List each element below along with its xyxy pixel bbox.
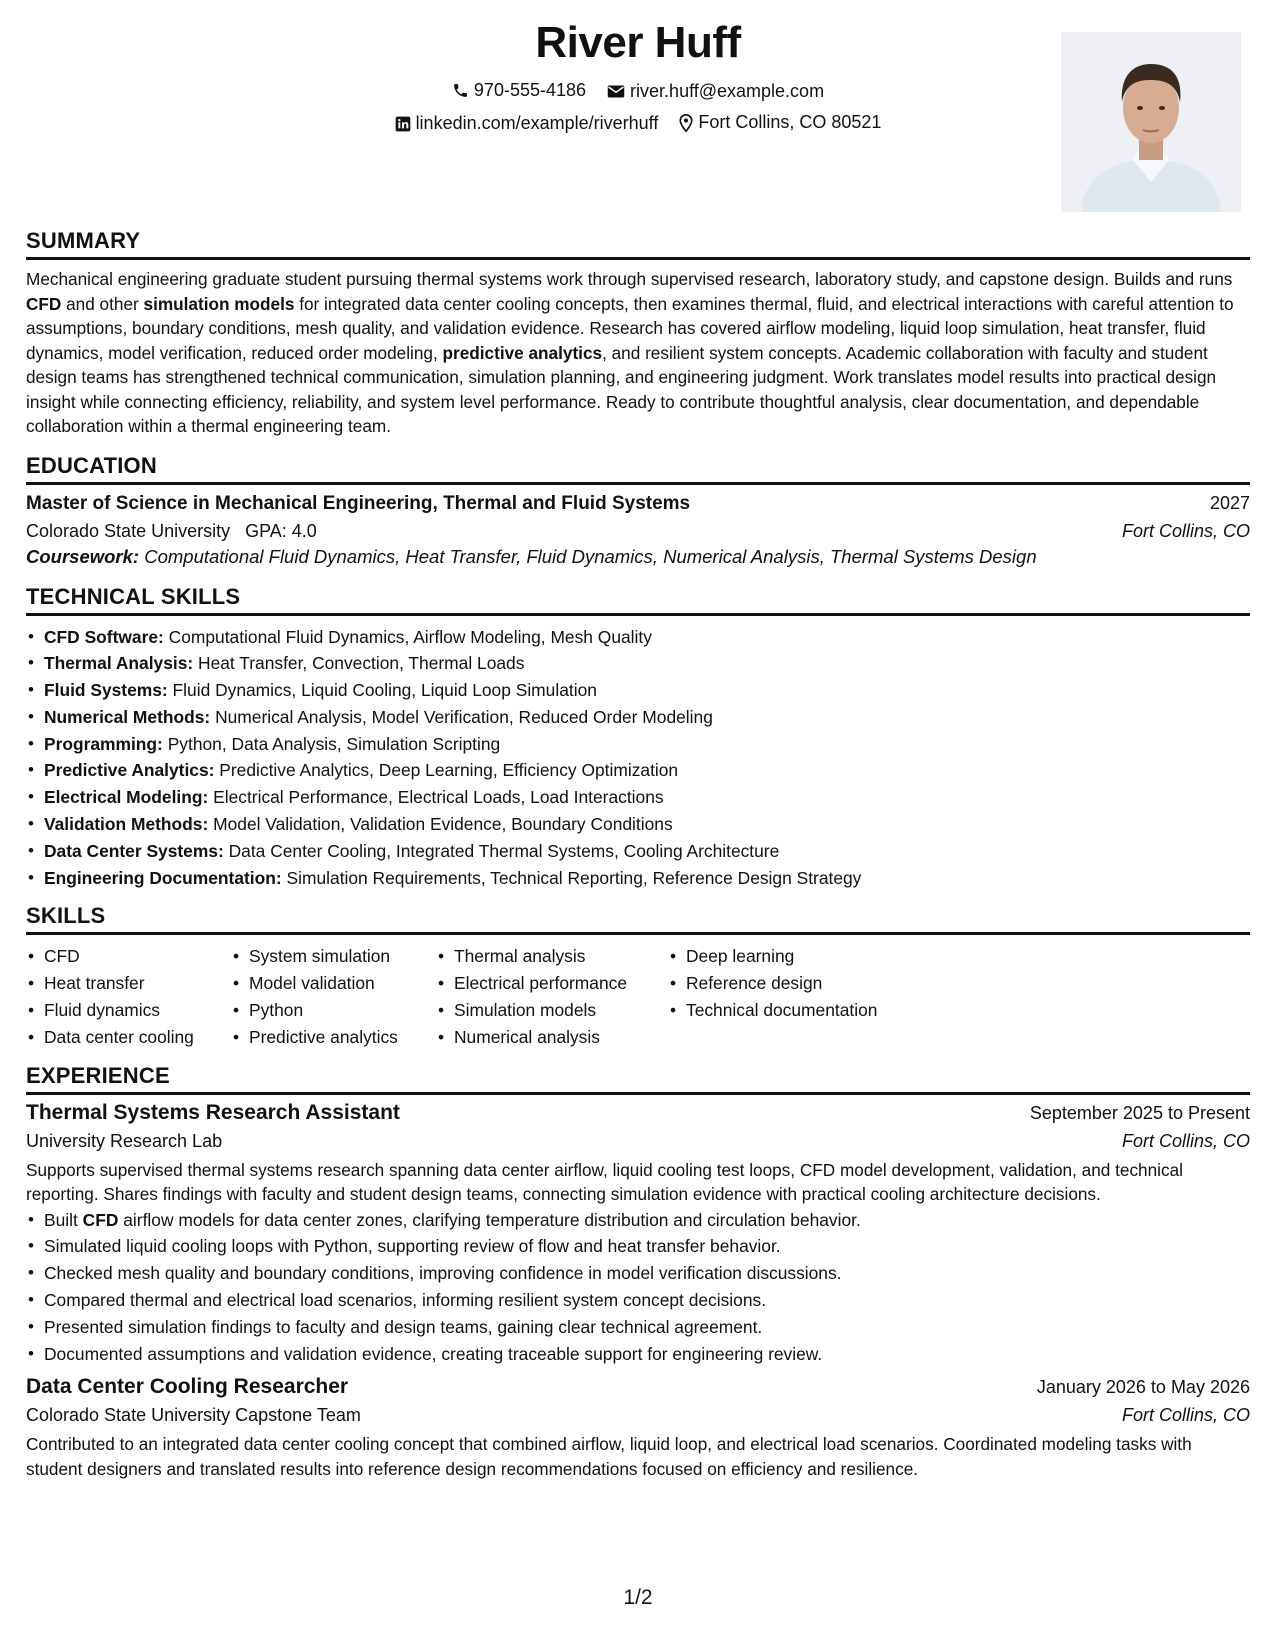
job-description: Contributed to an integrated data center cooling concept that combined airflow, liquid loop, and electrical load scenarios. Coordinated modeling tasks with student designers and translated results into reference design recommendations focused on efficiency and resilience. [26, 1434, 1192, 1479]
list-item: • Deep learning [668, 943, 928, 970]
education-school-row [26, 521, 1250, 542]
skills-grid [26, 943, 1250, 1050]
resume-header [26, 0, 1250, 218]
experience-heading: EXPERIENCE [26, 1063, 1250, 1095]
candidate-name: River Huff [535, 18, 741, 67]
phone-icon [452, 82, 469, 99]
list-item: • Reference design [668, 970, 928, 997]
resume-page [26, 0, 1250, 1650]
phone-number: 970-555-4186 [473, 80, 587, 100]
graduation-year: 2027 [1209, 492, 1250, 513]
list-item: • Presented simulation findings to faculty and design teams, gaining clear technical agreement. [26, 1314, 1250, 1341]
location-contact [679, 112, 881, 133]
education-heading: EDUCATION [26, 453, 1250, 485]
job-location: Fort Collins, CO [1121, 1405, 1250, 1426]
job-dates: January 2026 to May 2026 [1036, 1377, 1250, 1398]
email-address: river.huff@example.com [630, 81, 825, 101]
list-item: • Numerical Methods: Numerical Analysis, Model Verification, Reduced Order Modeling [26, 704, 1250, 731]
job-description: Supports supervised thermal systems research spanning data center airflow, liquid cooling test loops, CFD model development, validation, and technical reporting. Shares findings with faculty and student design teams, connecting simulation evidence with practical cooling architecture decisions. [26, 1159, 1183, 1205]
list-item: • Python [231, 997, 436, 1024]
job-title-row [26, 1375, 1250, 1399]
degree-name: Master of Science in Mechanical Engineering, Thermal and Fluid Systems [26, 492, 691, 514]
job-title: Thermal Systems Research Assistant [26, 1100, 400, 1124]
list-item: • CFD [26, 943, 231, 970]
job-title-row [26, 1101, 1250, 1125]
technical-skills-list [26, 624, 1250, 892]
list-item: • Simulation models [436, 997, 668, 1024]
linkedin-url: linkedin.com/example/riverhuff [415, 113, 659, 133]
job-dates: September 2025 to Present [1029, 1102, 1250, 1123]
skills-column-1 [26, 943, 231, 1050]
job-org-row [26, 1405, 1250, 1426]
job-entry-1 [26, 1101, 1250, 1368]
skills-column-4 [668, 943, 928, 1050]
job-organization: Colorado State University Capstone Team [26, 1405, 361, 1426]
list-item: • Electrical performance [436, 970, 668, 997]
list-item: • Checked mesh quality and boundary conditions, improving confidence in model verification discussions. [26, 1260, 1250, 1287]
list-item: • Documented assumptions and validation evidence, creating traceable support for engineering review. [26, 1341, 1250, 1368]
list-item: • Data Center Systems: Data Center Cooling, Integrated Thermal Systems, Cooling Architecture [26, 838, 1250, 865]
list-item: • Built CFD airflow models for data center zones, clarifying temperature distribution and circulation behavior. [26, 1207, 1250, 1234]
email-contact[interactable] [607, 81, 824, 102]
job-org-row [26, 1131, 1250, 1152]
list-item: • Predictive analytics [231, 1024, 436, 1051]
list-item: • Thermal Analysis: Heat Transfer, Convection, Thermal Loads [26, 650, 1250, 677]
list-item: • Fluid Systems: Fluid Dynamics, Liquid Cooling, Liquid Loop Simulation [26, 677, 1250, 704]
school-name: Colorado State University [26, 520, 231, 541]
list-item: • Validation Methods: Model Validation, Validation Evidence, Boundary Conditions [26, 811, 1250, 838]
education-degree-row [26, 493, 1250, 515]
phone-contact[interactable] [452, 80, 586, 101]
summary-heading: SUMMARY [26, 228, 1250, 260]
job-title: Data Center Cooling Researcher [26, 1375, 349, 1399]
job-entry-2 [26, 1375, 1250, 1481]
profile-photo [1061, 32, 1241, 212]
school-location: Fort Collins, CO [1121, 520, 1250, 541]
gpa: GPA: 4.0 [245, 520, 317, 541]
linkedin-icon [395, 116, 411, 132]
list-item: • System simulation [231, 943, 436, 970]
envelope-icon [607, 84, 625, 99]
list-item: • CFD Software: Computational Fluid Dynamics, Airflow Modeling, Mesh Quality [26, 624, 1250, 651]
skills-column-3 [436, 943, 668, 1050]
skills-heading: SKILLS [26, 903, 1250, 935]
list-item: • Data center cooling [26, 1024, 231, 1051]
list-item: • Numerical analysis [436, 1024, 668, 1051]
summary-text: Mechanical engineering graduate student pursuing thermal systems work through supervised research, laboratory study, and capstone design. Builds and runs CFD and other simulation models for integrated data center cooling concepts, then examines thermal, fluid, and electrical interactions with careful attention to assumptions, boundary conditions, mesh quality, and validation evidence. Research has covered airflow modeling, liquid loop simulation, heat transfer, fluid dynamics, model verification, reduced order modeling, predictive analytics, and resilient system concepts. Academic collaboration with faculty and student design teams has strengthened technical communication, simulation planning, and engineering judgment. Work translates model results into practical design insight while connecting efficiency, reliability, and system level performance. Ready to contribute thoughtful analysis, clear documentation, and dependable collaboration within a thermal engineering team. [26, 269, 1234, 436]
list-item: • Electrical Modeling: Electrical Performance, Electrical Loads, Load Interactions [26, 784, 1250, 811]
linkedin-contact[interactable] [395, 113, 659, 134]
list-item: • Fluid dynamics [26, 997, 231, 1024]
school-and-gpa [26, 521, 317, 542]
job-bullets [26, 1207, 1250, 1368]
job-location: Fort Collins, CO [1121, 1130, 1250, 1151]
list-item: • Compared thermal and electrical load scenarios, informing resilient system concept decisions. [26, 1287, 1250, 1314]
page-number: 1/2 [623, 1586, 653, 1609]
map-pin-icon [679, 114, 693, 132]
list-item: • Heat transfer [26, 970, 231, 997]
list-item: • Predictive Analytics: Predictive Analytics, Deep Learning, Efficiency Optimization [26, 757, 1250, 784]
list-item: • Programming: Python, Data Analysis, Simulation Scripting [26, 731, 1250, 758]
location-text: Fort Collins, CO 80521 [698, 112, 882, 132]
list-item: • Thermal analysis [436, 943, 668, 970]
job-organization: University Research Lab [26, 1130, 223, 1151]
list-item: • Technical documentation [668, 997, 928, 1024]
list-item: • Model validation [231, 970, 436, 997]
list-item: • Engineering Documentation: Simulation Requirements, Technical Reporting, Reference Design Strategy [26, 865, 1250, 892]
coursework: Coursework: Computational Fluid Dynamics, Heat Transfer, Fluid Dynamics, Numerical Analysis, Thermal Systems Design [26, 545, 1037, 567]
skills-column-2 [231, 943, 436, 1050]
list-item: • Simulated liquid cooling loops with Python, supporting review of flow and heat transfer behavior. [26, 1233, 1250, 1260]
technical-skills-heading: TECHNICAL SKILLS [26, 584, 1250, 616]
